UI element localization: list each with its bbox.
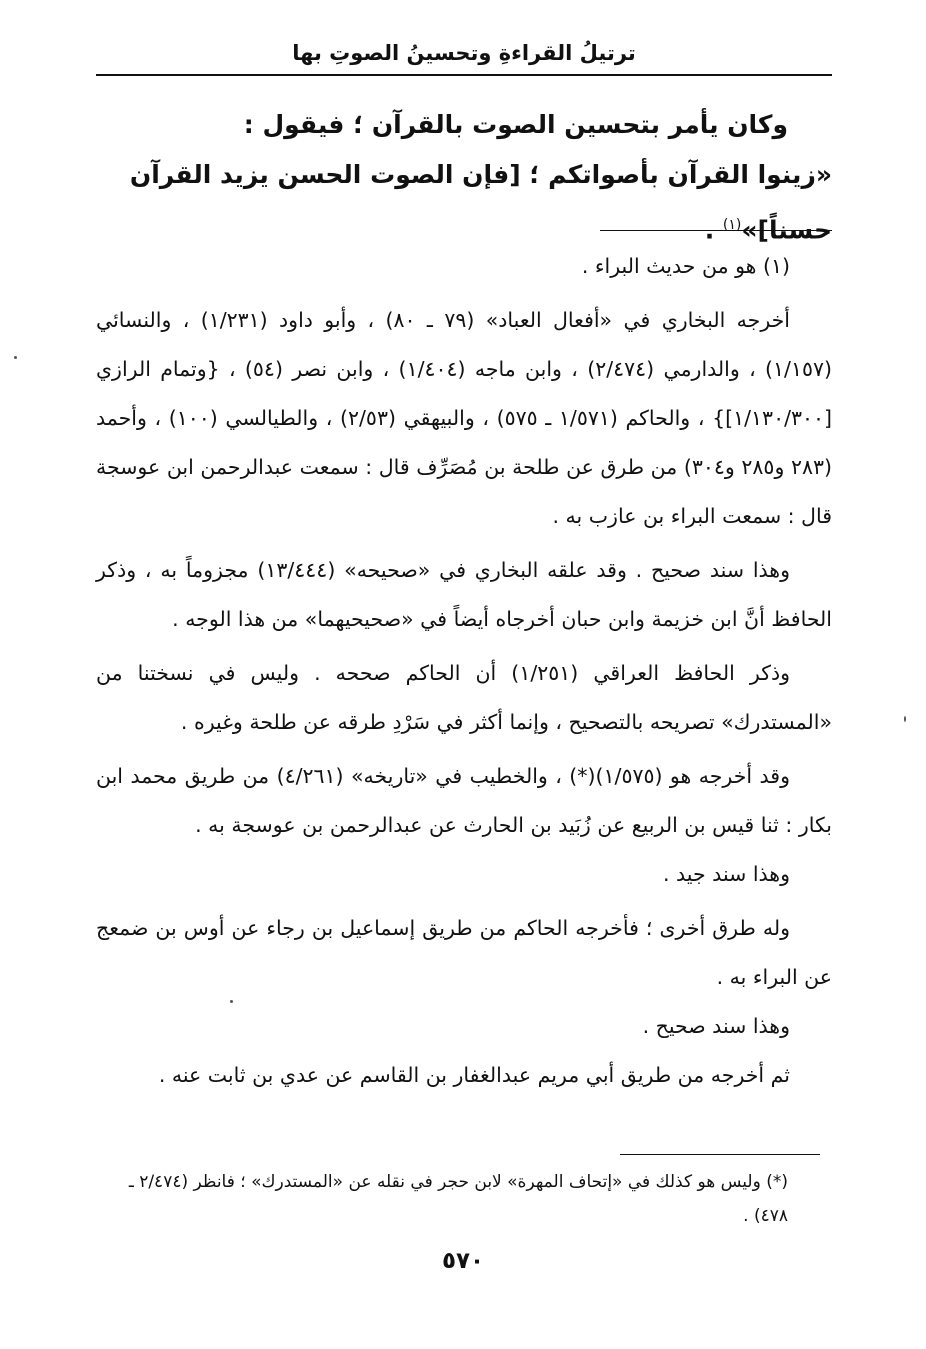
star-note-rule (620, 1154, 820, 1155)
footnotes (96, 242, 832, 1100)
footnote-paragraph: وذكر الحافظ العراقي (١/٢٥١) أن الحاكم صححه . وليس في نسختنا من «المستدرك» تصريحه بالتصحيح ، وإنما أكثر في سَرْدِ طرقه عن طلحة وغيره . (96, 661, 832, 734)
footnote-ref: (١) (722, 217, 742, 233)
main-line-2-end: . (704, 215, 723, 245)
scan-speck (230, 1000, 233, 1003)
running-title: ترتيلُ القراءةِ وتحسينُ الصوتِ بها (292, 41, 636, 65)
footnote-paragraph: وهذا سند جيد . (663, 862, 790, 886)
header-rule (96, 74, 832, 76)
main-line-2 (96, 150, 832, 255)
footnote-heading: (١) هو من حديث البراء . (581, 254, 790, 278)
main-text (96, 100, 832, 255)
footnote-paragraph: وهذا سند صحيح . (642, 1014, 790, 1038)
footnote-paragraph: ثم أخرجه من طريق أبي مريم عبدالغفار بن القاسم عن عدي بن ثابت عنه . (158, 1063, 790, 1087)
footnote-paragraph: وهذا سند صحيح . وقد علقه البخاري في «صحيحه» (١٣/٤٤٤) مجزوماً به ، وذكر الحافظ أنَّ ابن خزيمة وابن حبان أخرجاه أيضاً في «صحيحيهما» من هذا الوجه . (96, 558, 832, 631)
footnote-rule (600, 230, 832, 231)
main-line-1: وكان يأمر بتحسين الصوت بالقرآن ؛ فيقول : (243, 110, 788, 139)
hadith-quote: «زينوا القرآن بأصواتكم ؛ [فإن الصوت الحسن يزيد القرآن حسناً]» (129, 160, 832, 245)
star-footnote: (*) وليس هو كذلك في «إتحاف المهرة» لابن حجر في نقله عن «المستدرك» ؛ فانظر (٢/٤٧٤ ـ ٤٧٨) . (128, 1172, 788, 1226)
footnote-paragraph: وله طرق أخرى ؛ فأخرجه الحاكم من طريق إسماعيل بن رجاء عن أوس بن ضمعج عن البراء به . (96, 916, 832, 989)
footnote-paragraph: أخرجه البخاري في «أفعال العباد» (٧٩ ـ ٨٠) ، وأبو داود (١/٢٣١) ، والنسائي (١/١٥٧) ، والدارمي (٢/٤٧٤) ، وابن ماجه (١/٤٠٤) ، وابن نصر (٥٤) ، {وتمام الرازي [١/١٣٠/٣٠٠]} ، والحاكم (١/٥٧١ ـ ٥٧٥) ، والبيهقي (٢/٥٣) ، والطيالسي (١٠٠) ، وأحمد (٢٨٣ و٢٨٥ و٣٠٤) من طرق عن طلحة بن مُصَرِّف قال : سمعت عبدالرحمن ابن عوسجة قال : سمعت البراء بن عازب به . (96, 308, 833, 528)
page-number: ٥٧٠ (441, 1248, 485, 1274)
scan-speck (14, 356, 17, 359)
footnote-paragraph: وقد أخرجه هو (١/٥٧٥)(*) ، والخطيب في «تاريخه» (٤/٢٦١) من طريق محمد ابن بكار : ثنا قيس بن الربيع عن زُبَيد بن الحارث عن عبدالرحمن بن عوسجة به . (96, 764, 832, 837)
scan-speck (904, 716, 906, 722)
